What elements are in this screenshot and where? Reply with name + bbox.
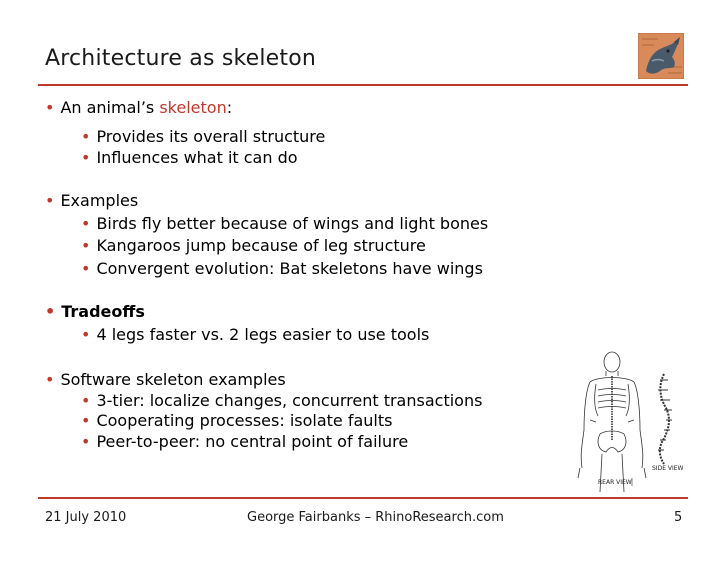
human-skeleton-illustration bbox=[560, 350, 700, 495]
sub-bullet: • Convergent evolution: Bat skeletons have wings bbox=[81, 259, 483, 278]
bullet-dot-icon: • bbox=[81, 391, 91, 410]
slide-title: Architecture as skeleton bbox=[45, 46, 317, 71]
sub-bullet: • Peer-to-peer: no central point of failure bbox=[81, 432, 409, 451]
side-view-label: SIDE VIEW bbox=[652, 465, 684, 472]
bullet-dot-icon: • bbox=[81, 236, 91, 255]
rhino-logo-icon bbox=[638, 33, 684, 79]
sub-bullet: • Kangaroos jump because of leg structure bbox=[81, 236, 426, 255]
bullet-dot-icon: • bbox=[81, 411, 91, 430]
sub-bullet: • 4 legs faster vs. 2 legs easier to use tools bbox=[81, 325, 430, 344]
sub-bullet: • 3-tier: localize changes, concurrent transactions bbox=[81, 391, 483, 410]
bullet-examples: • Examples bbox=[45, 191, 139, 210]
bullet-dot-icon: • bbox=[45, 370, 55, 389]
bullet-dot-icon: • bbox=[81, 325, 91, 344]
bullet-dot-icon: • bbox=[81, 214, 91, 233]
bullet-dot-icon: • bbox=[81, 127, 91, 146]
page-number: 5 bbox=[674, 510, 683, 525]
sub-bullet: • Provides its overall structure bbox=[81, 127, 326, 146]
rear-view-label: REAR VIEW bbox=[598, 479, 632, 486]
bullet-dot-icon: • bbox=[45, 191, 55, 210]
bullet-dot-icon: • bbox=[81, 259, 91, 278]
skeleton-highlight: skeleton bbox=[159, 98, 227, 117]
sub-bullet: • Influences what it can do bbox=[81, 148, 298, 167]
footer-date: 21 July 2010 bbox=[45, 510, 127, 525]
bullet-dot-icon: • bbox=[45, 302, 56, 321]
bullet-dot-icon: • bbox=[81, 432, 91, 451]
sub-bullet: • Birds fly better because of wings and light bones bbox=[81, 214, 489, 233]
bullet-tradeoffs: • Tradeoffs bbox=[45, 302, 145, 321]
bullet-software-skeleton: • Software skeleton examples bbox=[45, 370, 286, 389]
bullet-dot-icon: • bbox=[81, 148, 91, 167]
title-divider bbox=[38, 84, 688, 86]
footer-author: George Fairbanks – RhinoResearch.com bbox=[247, 510, 504, 525]
footer-divider bbox=[38, 497, 688, 499]
sub-bullet: • Cooperating processes: isolate faults bbox=[81, 411, 393, 430]
bullet-animal-skeleton: • An animal’s skeleton: bbox=[45, 98, 233, 117]
bullet-dot-icon: • bbox=[45, 98, 55, 117]
